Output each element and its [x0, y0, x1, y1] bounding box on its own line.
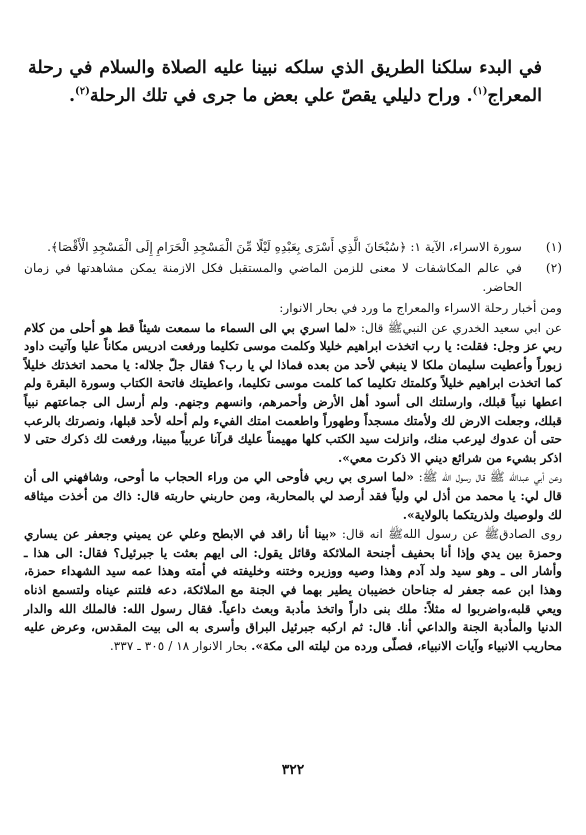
- paragraph-text: في البدء سلكنا الطريق الذي سلكه نبينا عليه الصلاة والسلام في رحلة المعراج: [28, 58, 542, 106]
- quoted-narrations: [24, 299, 562, 655]
- narration-2: [24, 468, 562, 524]
- main-paragraph: [28, 54, 542, 110]
- footnote-number: (٢): [545, 261, 562, 275]
- footnote-text: في عالم المكاشفات لا معنى للزمن الماضي والمستقبل فكل الازمنة يمكن مشاهدتها في زمان الحاضر.: [24, 261, 522, 294]
- footnotes-section: [24, 238, 562, 656]
- footnote-text: سورة الاسراء، الآية ١: ﴿سُبْحَانَ الَّذِي أَسْرَى بِعَبْدِهِ لَيْلًا مِّنَ الْمَسْجِدِ الْحَرَامِ إِلَى الْمَسْجِدِ الْأَقْصَا﴾.: [47, 240, 522, 254]
- footnote-number: (١): [545, 240, 562, 254]
- footnote: [24, 259, 562, 297]
- narration-1-body: «لما اسري بي الى السماء ما سمعت شيئاً قط هو أحلى من كلام ربي عز وجل: فقلت: يا رب اتخذت ابراهيم خليلا وكلمت موسى تكليما ورفعت ادريس مكاناً عليا وآتيت داود زبوراً وأعطيت سليمان ملكا لا ينبغي لأحد من بعده فماذا لي يا رب؟ فقال جلّ جلاله: يا محمد اتخذتك خليلاً كما اتخذت ابراهيم خليلاً وكلمتك تكليما كما كلمت موسى تكليما، واعطيتك فاتحة الكتاب وسورة البقرة ولم اعطها نبياً قبلك، وارسلتك الى أسود أهل الأرض وأحمرهم، وانسهم وجنهم. ولم أرسل الى جماعتهم نبياً قبلك، وجعلت الارض لك ولأمتك مسجداً وطهوراً واطعمت امتك الفيء ولم أحله لأحد قبلها، ونصرتك بالرعب حتى أن عدوك ليرعب منك، وانزلت سيد الكتب كلها مهيمناً عليك قرآنا عربياً مبينا، ورفعت لك ذكرك حتى لا اذكر بشيء من شرائع ديني الا ذكرت معي».: [24, 320, 562, 465]
- narration-1-lead: عن ابي سعيد الخدري عن النبيﷺ قال:: [360, 320, 563, 335]
- paragraph-end: .: [68, 86, 76, 106]
- footnote-marker-2: (٢): [75, 86, 90, 98]
- footnote-marker-1: (١): [472, 86, 488, 98]
- narration-3: [24, 525, 562, 655]
- narration-3-lead: روى الصادقﷺ عن رسول اللهﷺ انه قال:: [341, 527, 563, 542]
- narration-2-body: «لما اسرى بي ربي فأوحى الي من وراء الحجاب ما أوحى، وشافهني الى أن قال لي: يا محمد من أذل لي ولياً فقد أرصد لي بالمحاربة، ومن حاربني حاربته قال: ذاك من أخذت ميثاقه لك ولوصيك ولذريتكما بالولاية».: [24, 470, 562, 522]
- narrations-intro: ومن أخبار رحلة الاسراء والمعراج ما ورد في بحار الانوار:: [279, 301, 562, 315]
- narration-3-body: «بينا أنا راقد في الابطح وعلي عن يميني وجعفر عن يساري وحمزة بين يدي وإذا أنا بحفيف أجنحة الملائكة وقائل يقول: الى ايهم بعثت يا جبرئيل؟ فقال: الى هذا ـ وأشار الى ـ وهو سيد ولد آدم وهذا وصيه ووزيره وختنه وخليفته في أمته وهذا عمه سيد الشهداء حمزة، وهذا ابن عمه جعفر له جناحان خضيبان يطير بهما في الجنة مع الملائكة، دعه فلتنم عيناه ولتسمع اذناه ويعي قلبه،واضربوا له مثلاً: ملك بنى داراً واتخذ مأدبة وبعث داعياً. فقال رسول الله: فالملك الله والدار الدنيا والمأدبة الجنة والداعي أنا. قال: ثم اركبه جبرئيل البراق وأسرى به الى بيت المقدس، وعرض عليه محاريب الانبياء وآيات الانبياء، فصلّى ورده من ليلته الى مكة».: [24, 527, 562, 653]
- page-number: ٣٢٢: [281, 762, 305, 778]
- footnote: [24, 238, 562, 257]
- paragraph-text-continued: . وراح دليلي يقصّ علي بعض ما جرى في تلك الرحلة: [89, 86, 473, 106]
- narration-2-lead: وعن أبي عبدالله ﷺ قال رسول الله ﷺ:: [418, 470, 562, 485]
- narration-3-source: بحار الانوار ١٨ / ٣٠٥ ـ ٣٣٧.: [109, 638, 248, 653]
- narration-1: [24, 319, 562, 468]
